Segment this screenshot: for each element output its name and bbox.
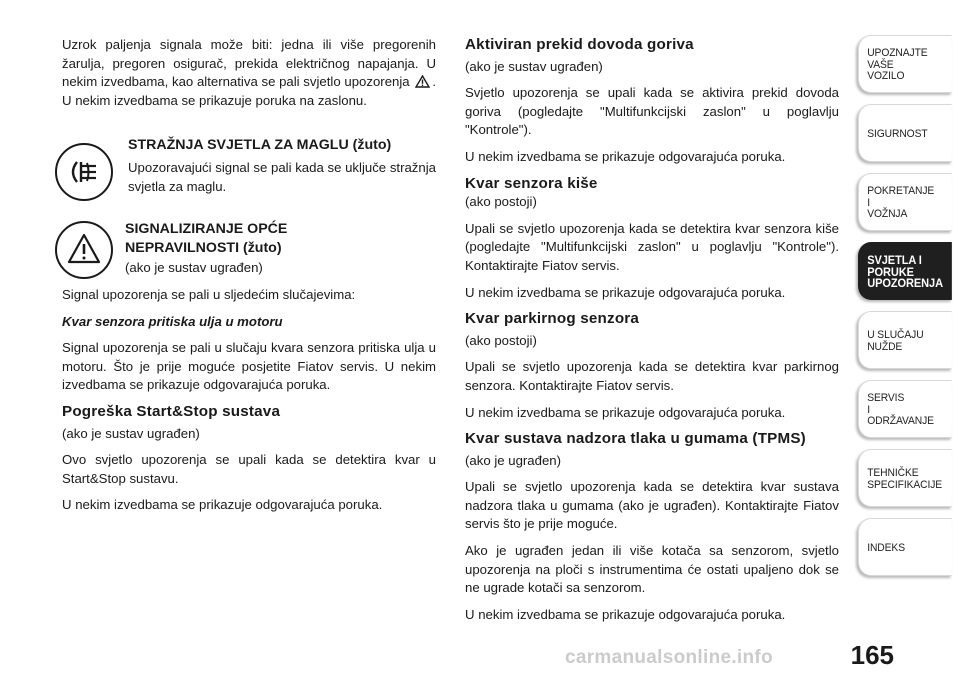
tab-label-line: VAŠE bbox=[867, 58, 894, 71]
tab-label-line: ODRŽAVANJE bbox=[867, 415, 934, 427]
tab-label-line: SVJETLA I bbox=[867, 253, 922, 267]
tab-label-line: I bbox=[867, 403, 870, 416]
tab-label-line: UPOZNAJTE bbox=[867, 47, 928, 59]
tpms-note: (ako je ugrađen) bbox=[465, 452, 562, 468]
tab-servis[interactable] bbox=[858, 380, 952, 438]
watermark: carmanualsonline.info bbox=[565, 647, 773, 668]
start-stop-msg: U nekim izvedbama se prikazuje odgovarajuća poruka. bbox=[62, 497, 383, 513]
fog-light-title: STRAŽNJA SVJETLA ZA MAGLU (žuto) bbox=[128, 137, 392, 154]
tab-label-line: NUŽDE bbox=[867, 340, 903, 353]
tab-upoznajte[interactable] bbox=[858, 35, 952, 93]
general-fault-note: (ako je sustav ugrađen) bbox=[125, 260, 263, 276]
parking-sensor-heading: Kvar parkirnog senzora bbox=[465, 310, 640, 328]
page-number: 165 bbox=[850, 640, 894, 670]
fuel-cutoff-msg: U nekim izvedbama se prikazuje odgovarajuća poruka. bbox=[465, 148, 786, 164]
warning-triangle-icon bbox=[415, 75, 430, 88]
tab-sigurnost[interactable] bbox=[858, 104, 952, 162]
fog-light-block bbox=[62, 136, 436, 196]
parking-sensor-msg: U nekim izvedbama se prikazuje odgovarajuća poruka. bbox=[465, 404, 786, 420]
tab-label-line: U SLUČAJU bbox=[867, 329, 924, 341]
tpms-text: Upali se svjetlo upozorenja kada se detektira kvar sustava nadzora tlaka u gumama (ako je ugrađen). Kontaktirajte Fiatov servis što je prije moguće. bbox=[465, 479, 839, 532]
tab-label-line: UPOZORENJA bbox=[867, 276, 943, 290]
start-stop-heading: Pogreška Start&Stop sustava bbox=[62, 402, 281, 420]
tab-label-line: TEHNIČKE bbox=[867, 467, 919, 479]
tpms-heading: Kvar sustava nadzora tlaka u gumama (TPMS) bbox=[465, 430, 806, 448]
parking-sensor-note: (ako postoji) bbox=[465, 332, 537, 348]
parking-sensor-text: Upali se svjetlo upozorenja kada se detektira kvar parkirnog senzora. Kontaktirajte Fiatov servis. bbox=[465, 359, 839, 393]
signal-cases-text: Signal upozorenja se pali u sljedećim slučajevima: bbox=[62, 286, 356, 302]
fuel-cutoff-text: Svjetlo upozorenja se upali kada se aktivira prekid dovoda goriva (pogledajte "Multifunkcijski zaslon" u poglavlju "Kontrole"). bbox=[465, 85, 839, 138]
right-column bbox=[465, 36, 839, 632]
rear-fog-light-icon bbox=[54, 142, 114, 202]
general-fault-title-1: SIGNALIZIRANJE OPĆE bbox=[125, 221, 288, 238]
rain-sensor-note: (ako postoji) bbox=[465, 194, 537, 210]
tab-svjetla-active[interactable] bbox=[858, 242, 952, 300]
intro-text: Uzrok paljenja signala može biti: jedna ili više pregorenih žarulja, pregoren osigurač, prekida električnog napajanja. U nekim izvedbama, kao alternativa se pali svjetlo upozorenja bbox=[62, 37, 436, 90]
tpms-msg: U nekim izvedbama se prikazuje odgovarajuća poruka. bbox=[465, 606, 786, 622]
tab-label-line: SPECIFIKACIJE bbox=[867, 478, 943, 491]
intro-text-end: . U nekim izvedbama se prikazuje poruka na zaslonu. bbox=[62, 74, 436, 108]
start-stop-text: Ovo svjetlo upozorenja se upali kada se detektira kvar u Start&Stop sustavu. bbox=[62, 452, 436, 486]
chapter-sidebar bbox=[858, 35, 960, 587]
fog-light-text: Upozoravajući signal se pali kada se uključe stražnja svjetla za maglu. bbox=[128, 159, 436, 194]
tab-label-line: VOŽNJA bbox=[867, 208, 908, 220]
tab-pokretanje[interactable] bbox=[858, 173, 952, 231]
tab-label-line: PORUKE bbox=[867, 264, 914, 279]
start-stop-note: (ako je sustav ugrađen) bbox=[62, 425, 200, 441]
tab-label-line: VOZILO bbox=[867, 70, 905, 82]
tab-label-line: POKRETANJE bbox=[867, 185, 935, 197]
tab-tehnicke[interactable] bbox=[858, 449, 952, 507]
intro-paragraph bbox=[62, 36, 436, 110]
rain-sensor-text: Upali se svjetlo upozorenja kada se detektira kvar senzora kiše (pogledajte "Multifunkcijski zaslon" u poglavlju "Kontrole"). Kontaktirajte Fiatov servis. bbox=[465, 220, 839, 273]
tab-label-line: SIGURNOST bbox=[867, 128, 928, 140]
fuel-cutoff-heading: Aktiviran prekid dovoda goriva bbox=[465, 36, 694, 53]
rain-sensor-heading: Kvar senzora kiše bbox=[465, 174, 598, 192]
tab-u-slucaju[interactable] bbox=[858, 311, 952, 369]
fuel-cutoff-note: (ako je sustav ugrađen) bbox=[465, 58, 603, 74]
tpms-text-2: Ako je ugrađen jedan ili više kotača sa senzorom, svjetlo upozorenja na ploči s instrumentima će ostati upaljeno dok se ne ugrade kotači sa senzorom. bbox=[465, 543, 839, 596]
tab-label-line: INDEKS bbox=[867, 542, 905, 554]
tab-label-line: I bbox=[867, 196, 870, 209]
general-fault-title-2: NEPRAVILNOSTI (žuto) bbox=[125, 239, 282, 256]
oil-sensor-heading: Kvar senzora pritiska ulja u motoru bbox=[62, 313, 283, 329]
tab-label-line: SERVIS bbox=[867, 392, 905, 404]
tab-indeks[interactable] bbox=[858, 518, 952, 576]
general-warning-icon bbox=[54, 220, 114, 280]
general-fault-block bbox=[62, 220, 436, 278]
rain-sensor-msg: U nekim izvedbama se prikazuje odgovarajuća poruka. bbox=[465, 284, 786, 300]
left-column bbox=[62, 36, 436, 523]
oil-sensor-text: Signal upozorenja se pali u slučaju kvara senzora pritiska ulja u motoru. Što je prije moguće posjetite Fiatov servis. U nekim izvedbama se prikazuje odgovarajuća poruka. bbox=[62, 340, 436, 393]
